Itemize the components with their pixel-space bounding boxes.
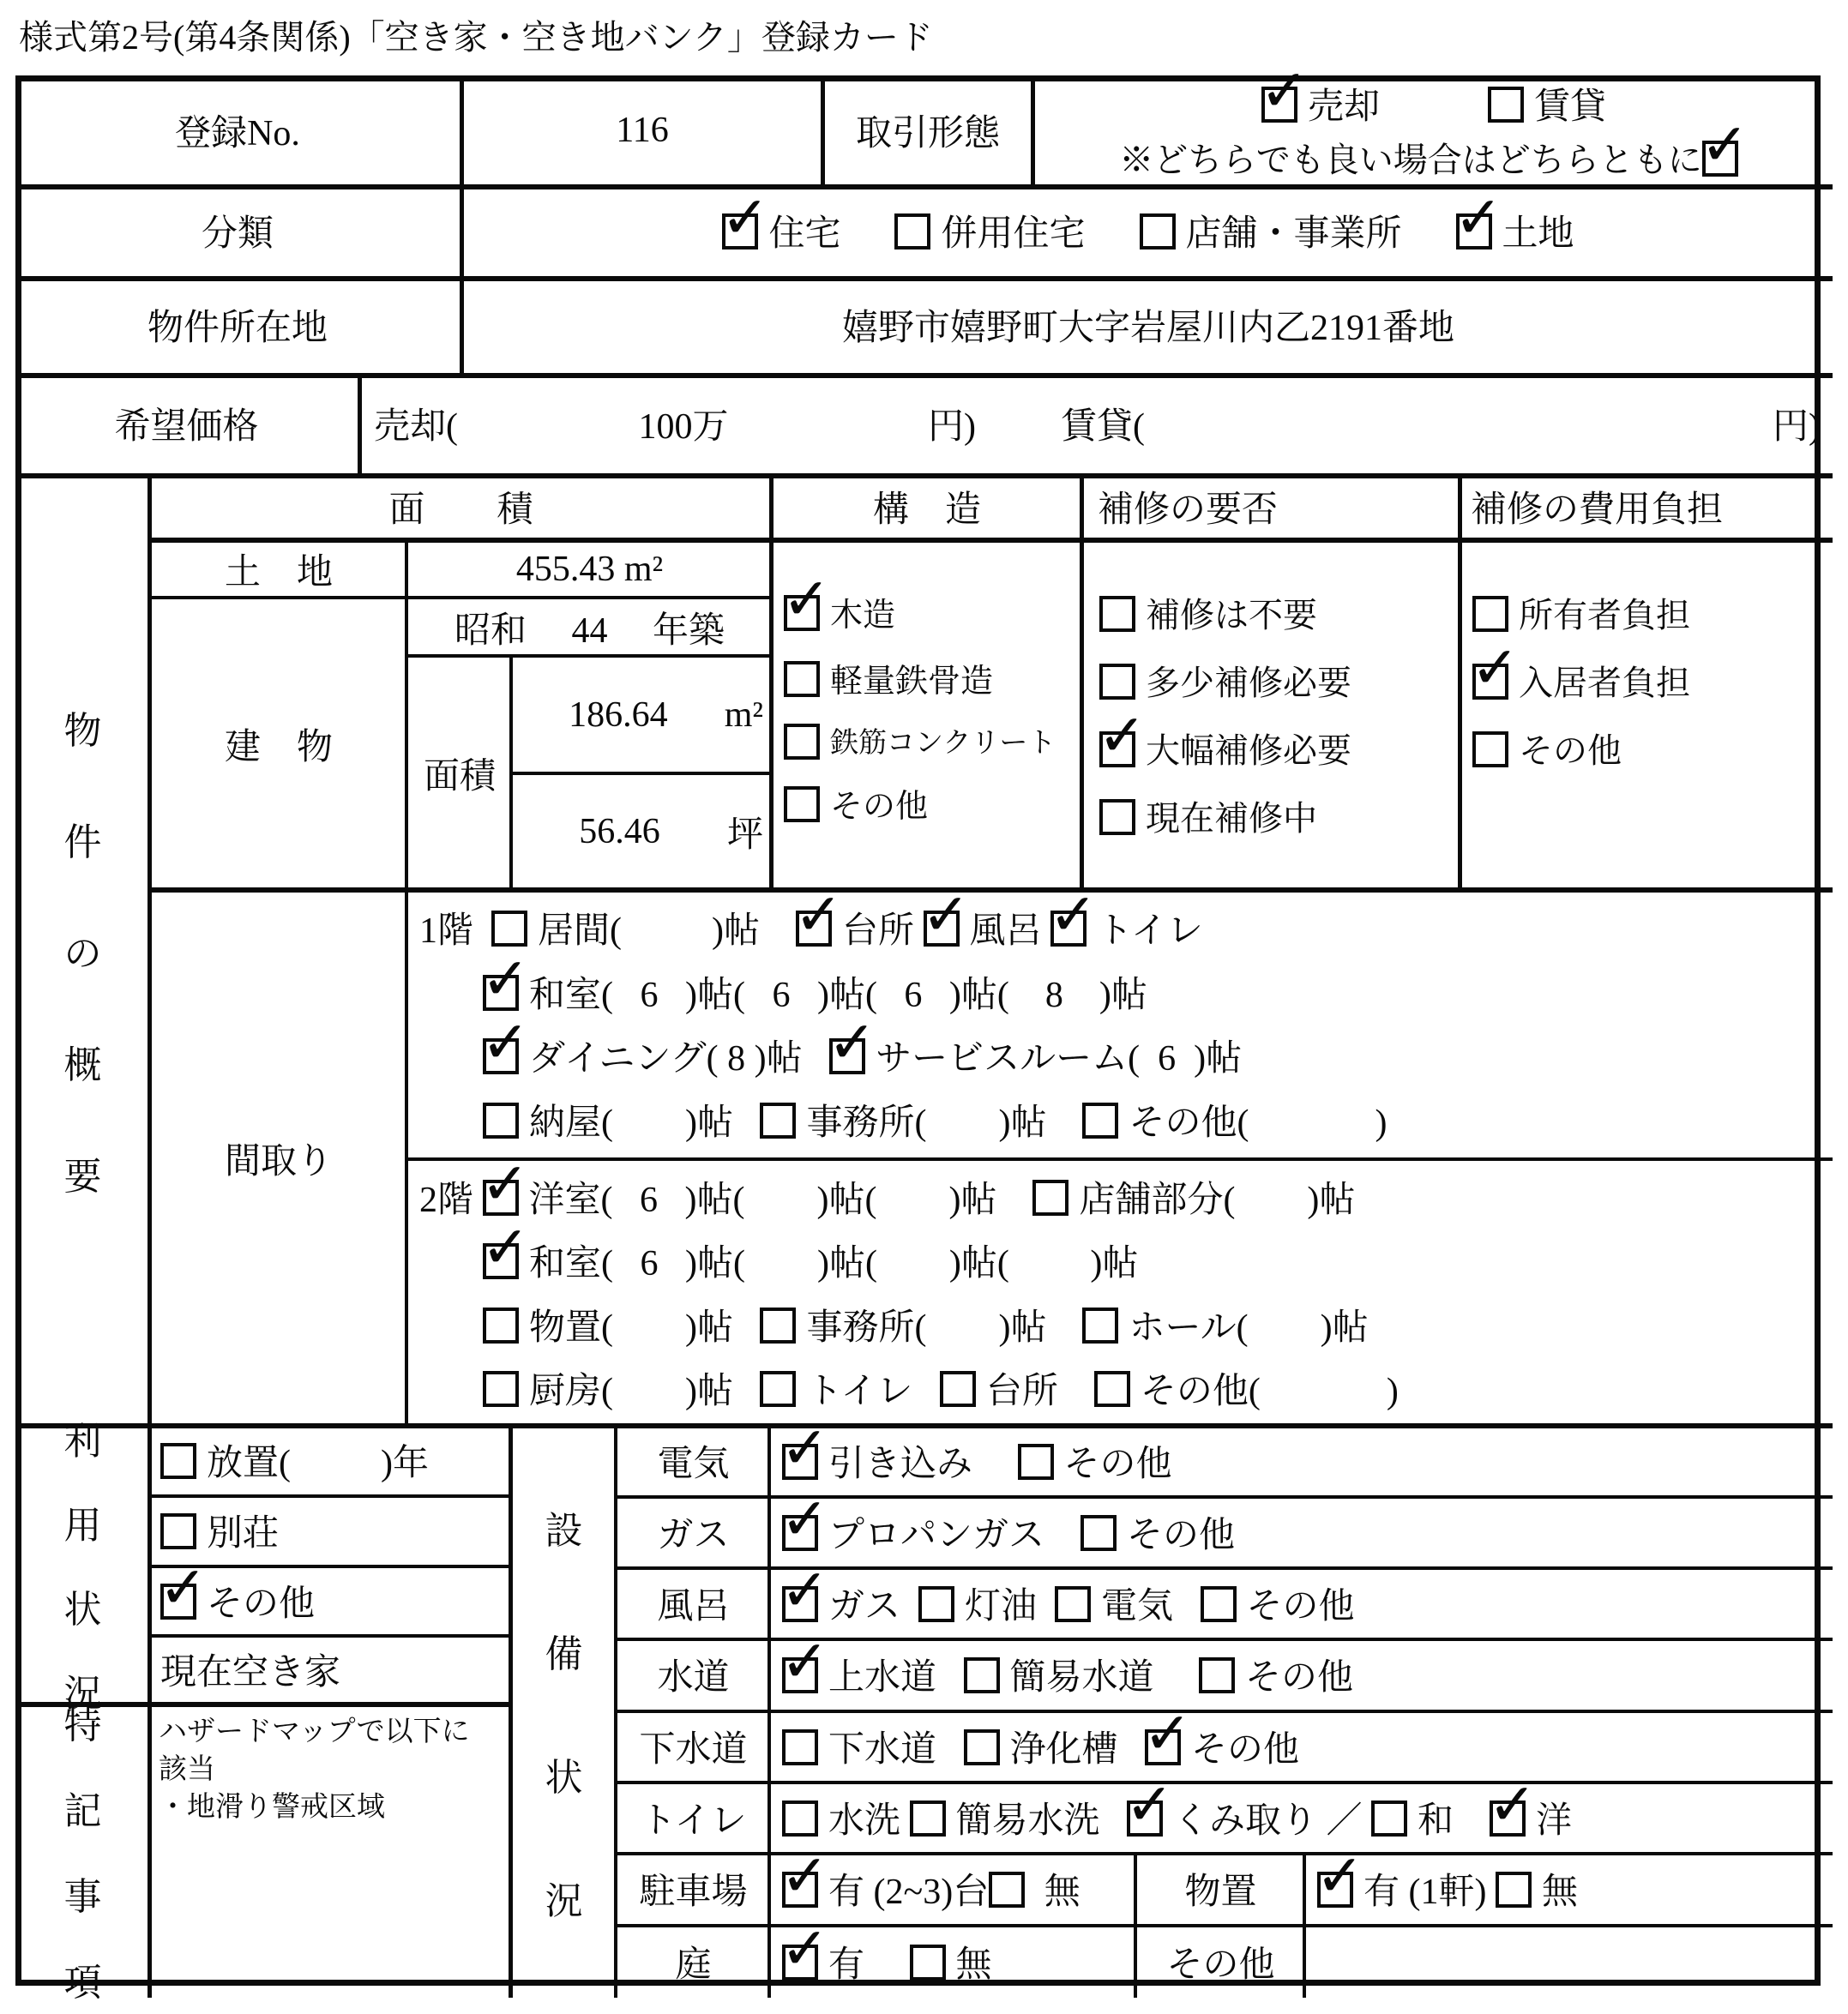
structure-header: 構 造 xyxy=(872,490,981,530)
checkbox-unchecked-icon xyxy=(1472,731,1508,767)
label-text: 入居者負担 xyxy=(1519,664,1690,702)
checkbox-checked-icon xyxy=(1702,141,1738,177)
checkbox-unchecked-icon xyxy=(160,1513,196,1549)
building-area-tsubo xyxy=(512,773,772,890)
checkbox-checked-icon xyxy=(1490,1801,1526,1837)
label-text: トイレ xyxy=(1097,911,1203,952)
checkbox-unchecked-icon xyxy=(1032,1180,1068,1216)
checkbox-checked-icon xyxy=(782,1515,818,1551)
checkbox-unchecked-icon xyxy=(491,911,527,947)
checkbox-unchecked-icon xyxy=(483,1308,519,1344)
repair-option-minor xyxy=(1099,656,1351,705)
checkbox-unchecked-icon xyxy=(1099,799,1135,835)
rent-price-prefix: 賃貸( xyxy=(1061,406,1145,447)
building-area-tsubo-value: 56.46 xyxy=(579,812,660,851)
checkbox-checked-icon xyxy=(1472,664,1508,700)
vertical-label-char: 特 xyxy=(63,1704,102,1746)
checkbox-unchecked-icon xyxy=(1496,1872,1532,1908)
label-text: 下水道 xyxy=(828,1729,964,1770)
checkbox-checked-icon xyxy=(1099,731,1135,767)
checkbox-unchecked-icon xyxy=(1055,1586,1091,1622)
vertical-label-char: 備 xyxy=(545,1632,583,1675)
label-text: 2階 xyxy=(419,1181,483,1221)
structure-option-reinforced-concrete xyxy=(784,720,1056,761)
checkbox-unchecked-icon xyxy=(1199,1657,1235,1693)
checkbox-unchecked-icon xyxy=(784,724,820,760)
checkbox-checked-icon xyxy=(784,595,820,631)
checkbox-checked-icon xyxy=(1127,1801,1163,1837)
equipment-bath-label: 風呂 xyxy=(657,1586,730,1626)
building-area-m2-unit: m² xyxy=(724,694,763,735)
asking-price-label: 希望価格 xyxy=(114,406,259,447)
checkbox-unchecked-icon xyxy=(784,661,820,697)
label-text: ガス xyxy=(828,1586,919,1626)
label-text: 店舗部分( )帖 xyxy=(1079,1181,1356,1221)
area-header: 面 積 xyxy=(388,490,533,530)
checkbox-unchecked-icon xyxy=(1140,213,1176,249)
label-text: 併用住宅 xyxy=(941,213,1140,254)
checkbox-unchecked-icon xyxy=(1094,1371,1130,1407)
label-text: 有 xyxy=(828,1945,910,1985)
label-text: 多少補修必要 xyxy=(1146,664,1351,702)
structure-option-light-steel xyxy=(784,654,993,701)
vertical-label-char: 項 xyxy=(63,1961,102,2004)
checkbox-checked-icon xyxy=(1317,1872,1353,1908)
label-text: サービスルーム( 6 )帖 xyxy=(876,1039,1243,1079)
vertical-label-char: 件 xyxy=(63,821,102,863)
equipment-electric-label: 電気 xyxy=(657,1444,730,1484)
checkbox-unchecked-icon xyxy=(483,1371,519,1407)
checkbox-unchecked-icon xyxy=(782,1729,818,1765)
floor1-line1 xyxy=(407,902,1833,953)
floor1-line4 xyxy=(407,1094,1833,1145)
classification-options xyxy=(464,184,1833,276)
equipment-garden-label: 庭 xyxy=(675,1945,712,1985)
registration-no-value: 116 xyxy=(616,110,669,150)
equipment-gas-value xyxy=(770,1497,1833,1566)
label-text: その他 xyxy=(1519,731,1622,770)
label-text: 和室( 6 )帖( )帖( )帖( )帖 xyxy=(529,1244,1139,1284)
special-notes-line: 該当 xyxy=(159,1754,215,1785)
equipment-storage-label: 物置 xyxy=(1184,1873,1257,1912)
checkbox-unchecked-icon xyxy=(1082,1308,1118,1344)
checkbox-checked-icon xyxy=(796,911,832,947)
checkbox-checked-icon xyxy=(1050,911,1087,947)
vertical-label-char: 況 xyxy=(63,1673,102,1715)
floorplan-floor1 xyxy=(407,890,1833,1157)
label-text: 住宅 xyxy=(768,213,895,254)
label-text: 洋 xyxy=(1536,1801,1573,1841)
floorplan-label: 間取り xyxy=(224,1141,333,1181)
label-text: その他 xyxy=(1245,1658,1354,1698)
vertical-label-char: 設 xyxy=(545,1509,583,1552)
label-text: 灯油 xyxy=(965,1586,1056,1626)
label-text: その他( ) xyxy=(1140,1371,1399,1411)
equipment-sewer-value xyxy=(770,1711,1833,1781)
checkbox-unchecked-icon xyxy=(760,1103,796,1139)
checkbox-checked-icon xyxy=(483,1180,519,1216)
vertical-label-char: 状 xyxy=(545,1756,583,1799)
label-text: 所有者負担 xyxy=(1519,596,1690,634)
label-text: 店舗・事業所 xyxy=(1185,213,1456,254)
vertical-label-char: 況 xyxy=(545,1879,583,1922)
checkbox-unchecked-icon xyxy=(760,1308,796,1344)
checkbox-unchecked-icon xyxy=(1082,1103,1118,1139)
structure-option-wood xyxy=(784,588,895,635)
equipment-sewer-label: 下水道 xyxy=(639,1729,748,1770)
checkbox-unchecked-icon xyxy=(940,1371,976,1407)
label-text: 和室( 6 )帖( 6 )帖( 6 )帖( 8 )帖 xyxy=(529,975,1147,1015)
label-text: 水洗 xyxy=(828,1801,910,1841)
vertical-label-char: の xyxy=(63,932,102,975)
checkbox-unchecked-icon xyxy=(894,213,930,249)
equipment-toilet-value xyxy=(770,1783,1833,1852)
equipment-storage-value xyxy=(1305,1854,1833,1924)
label-text: 軽量鉄骨造 xyxy=(830,664,994,700)
label-text: 現在空き家 xyxy=(160,1652,341,1692)
vertical-label-char: 用 xyxy=(63,1505,102,1547)
label-text: 有 (1軒) xyxy=(1363,1873,1496,1912)
checkbox-unchecked-icon xyxy=(910,1945,946,1981)
label-text: その他 xyxy=(1127,1515,1236,1555)
label-text: 台所 xyxy=(985,1371,1094,1411)
equipment-other-value xyxy=(1305,1926,1833,1998)
property-overview-label xyxy=(15,476,150,1423)
checkbox-unchecked-icon xyxy=(1472,596,1508,632)
label-text: 厨房( )帖 xyxy=(529,1371,761,1411)
special-notes-label xyxy=(15,1702,150,2004)
checkbox-unchecked-icon xyxy=(160,1443,196,1479)
label-text: 上水道 xyxy=(828,1658,964,1698)
checkbox-checked-icon xyxy=(160,1584,196,1620)
label-text: 台所 xyxy=(842,911,924,952)
structure-options xyxy=(772,540,1082,887)
floor2-line2 xyxy=(407,1235,1833,1286)
checkbox-unchecked-icon xyxy=(1371,1801,1407,1837)
checkbox-checked-icon xyxy=(483,975,519,1011)
usage-status-label xyxy=(15,1421,150,1715)
sale-price-suffix: 円) xyxy=(928,406,976,447)
checkbox-unchecked-icon xyxy=(760,1371,796,1407)
checkbox-checked-icon xyxy=(1261,87,1297,123)
label-text: 事務所( )帖 xyxy=(806,1308,1083,1348)
repair-need-header: 補修の要否 xyxy=(1098,490,1279,530)
asking-price-value xyxy=(362,373,1833,473)
land-label: 土 地 xyxy=(224,553,333,592)
label-text: ホール( )帖 xyxy=(1129,1308,1369,1348)
label-text: 洋室( 6 )帖( )帖( )帖 xyxy=(528,1181,1033,1221)
label-text: 大幅補修必要 xyxy=(1146,731,1351,770)
vertical-label-char: 事 xyxy=(63,1875,102,1918)
checkbox-unchecked-icon xyxy=(1488,87,1524,123)
checkbox-unchecked-icon xyxy=(1081,1515,1117,1551)
land-area-value: 455.43 m² xyxy=(515,550,664,589)
registration-no-label: 登録No. xyxy=(175,113,300,153)
floor1-line3 xyxy=(407,1030,1833,1081)
building-built-year: 昭和 44 年築 xyxy=(454,610,725,651)
checkbox-unchecked-icon xyxy=(910,1801,946,1837)
label-text: 風呂 xyxy=(969,911,1051,952)
structure-option-other xyxy=(784,779,928,827)
label-text: 賃貸 xyxy=(1534,87,1607,127)
label-text: くみ取り ／ xyxy=(1173,1801,1372,1841)
floor2-line3 xyxy=(407,1299,1833,1350)
checkbox-checked-icon xyxy=(483,1038,519,1074)
label-text: 事務所( )帖 xyxy=(806,1103,1083,1143)
label-text: 無 xyxy=(955,1945,992,1985)
checkbox-unchecked-icon xyxy=(1018,1444,1054,1480)
equipment-bath-value xyxy=(770,1568,1833,1638)
label-text: 無 xyxy=(1541,1873,1578,1912)
checkbox-unchecked-icon xyxy=(964,1657,1000,1693)
vertical-label-char: 記 xyxy=(63,1789,102,1832)
checkbox-unchecked-icon xyxy=(782,1801,818,1837)
label-text: その他 xyxy=(1246,1586,1355,1626)
label-text: 無 xyxy=(1035,1873,1081,1912)
special-notes-line: ・地滑り警戒区域 xyxy=(159,1792,385,1823)
floorplan-floor2 xyxy=(407,1159,1833,1426)
label-text: 鉄筋コンクリート xyxy=(830,728,1056,759)
equipment-garden-value xyxy=(770,1926,1136,1998)
checkbox-unchecked-icon xyxy=(1099,664,1135,700)
transaction-type-value xyxy=(1035,75,1833,184)
equipment-parking-value xyxy=(770,1854,1136,1924)
checkbox-unchecked-icon xyxy=(964,1729,1000,1765)
vertical-label-char: 要 xyxy=(63,1155,102,1198)
equipment-electric-value xyxy=(770,1426,1833,1495)
repair-cost-options xyxy=(1460,540,1833,887)
checkbox-checked-icon xyxy=(1145,1729,1181,1765)
equipment-other-label: その他 xyxy=(1166,1945,1275,1985)
transaction-options xyxy=(1261,78,1606,129)
sale-price-prefix: 売却( xyxy=(374,406,458,447)
label-text: その他 xyxy=(1063,1444,1172,1484)
label-text: その他 xyxy=(830,789,929,825)
label-text: 物置( )帖 xyxy=(529,1308,761,1348)
label-text: 別荘 xyxy=(207,1514,280,1554)
usage-row-other xyxy=(150,1566,511,1634)
equipment-water-value xyxy=(770,1639,1833,1710)
equipment-gas-label: ガス xyxy=(657,1515,730,1555)
label-text: 電気 xyxy=(1101,1586,1201,1626)
vertical-label-char: 物 xyxy=(63,709,102,752)
label-text: 補修は不要 xyxy=(1146,596,1317,634)
label-text: 引き込み xyxy=(828,1444,1018,1484)
cost-option-tenant xyxy=(1472,656,1690,705)
checkbox-unchecked-icon xyxy=(1099,596,1135,632)
sale-price-value: 100万 xyxy=(638,406,729,447)
floor1-line2 xyxy=(407,966,1833,1018)
equipment-toilet-label: トイレ xyxy=(640,1801,747,1841)
label-text: 和 xyxy=(1418,1801,1490,1841)
vertical-label-char: 概 xyxy=(63,1043,102,1086)
checkbox-unchecked-icon xyxy=(918,1586,954,1622)
label-text: 簡易水道 xyxy=(1009,1658,1200,1698)
building-area-m2 xyxy=(512,656,772,773)
label-text: 1階 xyxy=(419,911,492,952)
property-location-label: 物件所在地 xyxy=(147,308,328,348)
equipment-water-label: 水道 xyxy=(657,1658,730,1698)
label-text: ダイニング( 8 )帖 xyxy=(529,1039,830,1079)
transaction-type-label: 取引形態 xyxy=(855,113,1000,153)
form-title: 様式第2号(第4条関係)「空き家・空き地バンク」登録カード xyxy=(19,18,933,57)
label-text: トイレ xyxy=(806,1371,940,1411)
checkbox-unchecked-icon xyxy=(784,786,820,822)
label-text: 土地 xyxy=(1502,213,1574,254)
transaction-note xyxy=(1119,133,1749,182)
usage-row-currently-vacant xyxy=(150,1636,511,1702)
equipment-status-label xyxy=(511,1426,617,1998)
checkbox-checked-icon xyxy=(782,1444,818,1480)
floor2-line4 xyxy=(407,1362,1833,1414)
label-text: その他 xyxy=(1191,1729,1300,1770)
checkbox-checked-icon xyxy=(782,1945,818,1981)
label-text: 簡易水洗 xyxy=(955,1801,1128,1841)
building-area-m2-value: 186.64 xyxy=(569,694,668,735)
classification-label: 分類 xyxy=(201,213,274,254)
equipment-parking-label: 駐車場 xyxy=(639,1873,748,1912)
usage-row-abandoned xyxy=(150,1426,511,1494)
vertical-label-char: 状 xyxy=(63,1589,102,1631)
checkbox-checked-icon xyxy=(829,1038,865,1074)
cost-option-owner xyxy=(1472,588,1690,637)
checkbox-checked-icon xyxy=(924,911,960,947)
vertical-label-char: 利 xyxy=(63,1421,102,1463)
repair-cost-header: 補修の費用負担 xyxy=(1471,490,1724,530)
checkbox-unchecked-icon xyxy=(1201,1586,1237,1622)
checkbox-checked-icon xyxy=(782,1872,818,1908)
building-area-tsubo-unit: 坪 xyxy=(726,815,763,855)
label-text: 放置( )年 xyxy=(207,1444,429,1483)
checkbox-checked-icon xyxy=(722,213,758,249)
floor2-line1 xyxy=(407,1171,1833,1223)
label-text: 浄化槽 xyxy=(1009,1729,1146,1770)
repair-option-in-progress xyxy=(1099,791,1317,840)
checkbox-checked-icon xyxy=(1456,213,1492,249)
building-label: 建 物 xyxy=(224,728,333,767)
label-text: ※どちらでも良い場合はどちらともに xyxy=(1119,141,1702,179)
property-location-value: 嬉野市嬉野町大字岩屋川内乙2191番地 xyxy=(841,308,1454,348)
checkbox-unchecked-icon xyxy=(989,1872,1025,1908)
repair-option-not-needed xyxy=(1099,588,1317,637)
label-text: 居間( )帖 xyxy=(538,911,796,952)
special-notes-line: ハザードマップで以下に xyxy=(159,1716,470,1747)
repair-need-options xyxy=(1082,540,1460,887)
building-area-label: 面積 xyxy=(423,756,496,797)
cost-option-other xyxy=(1472,724,1622,773)
label-text: 有 (2~3)台 xyxy=(828,1873,990,1912)
repair-option-major xyxy=(1099,724,1351,773)
rent-price-suffix: 円) xyxy=(1773,406,1821,447)
label-text: その他 xyxy=(207,1584,316,1624)
special-notes-content xyxy=(150,1706,511,1998)
label-text: その他( ) xyxy=(1129,1103,1388,1143)
label-text: 納屋( )帖 xyxy=(529,1103,761,1143)
checkbox-checked-icon xyxy=(782,1586,818,1622)
label-text: 売却 xyxy=(1307,87,1488,127)
label-text: プロパンガス xyxy=(828,1515,1081,1555)
label-text: 現在補修中 xyxy=(1146,799,1317,838)
checkbox-checked-icon xyxy=(483,1243,519,1279)
label-text: 木造 xyxy=(830,598,896,634)
checkbox-checked-icon xyxy=(782,1657,818,1693)
checkbox-unchecked-icon xyxy=(483,1103,519,1139)
